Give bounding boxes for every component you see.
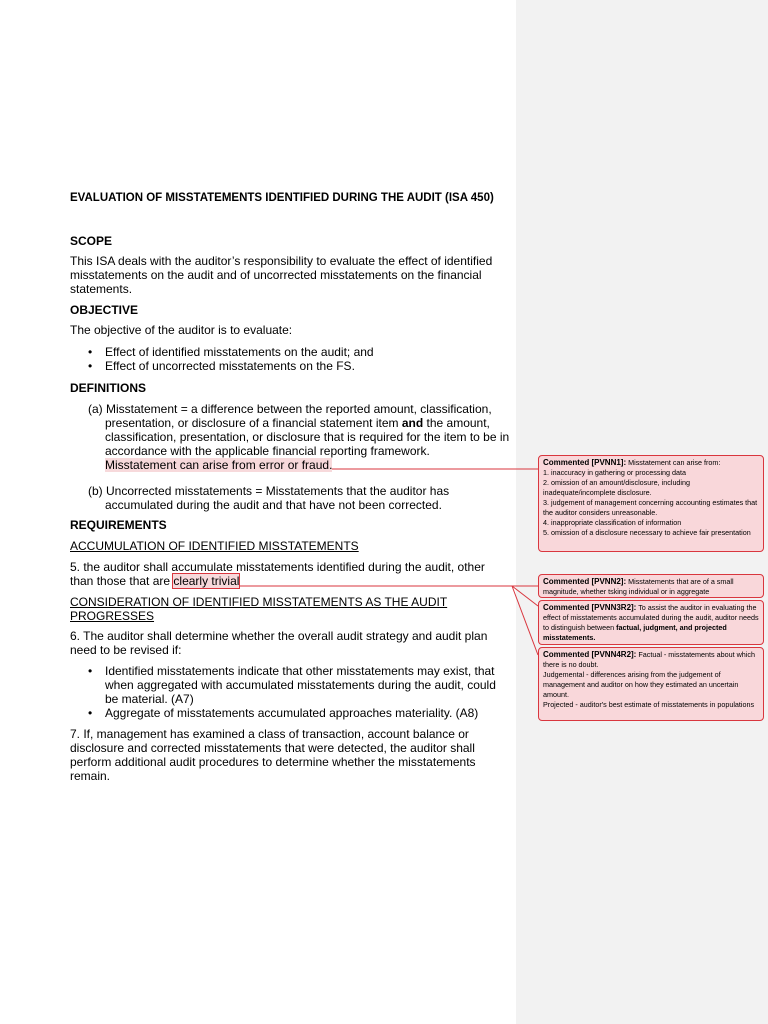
comment-title: Commented [PVNN3R2]: [543, 603, 637, 612]
comment-line: Judgemental - differences arising from the judgement of management and auditor on how they estimated an uncertain amount. [543, 670, 739, 699]
requirement-7: 7. If, management has examined a class of transaction, account balance or disclosure and corrected misstatements that were detected, the auditor shall perform additional audit procedures to determine whether the misstatements remain. [70, 727, 476, 783]
list-item: • Effect of uncorrected misstatements on the FS. [70, 359, 508, 373]
scope-text: This ISA deals with the auditor’s responsibility to evaluate the effect of identified misstatements on the audit and of uncorrected misstatements on the financial statements. [70, 254, 493, 296]
objective-list [70, 345, 508, 373]
comment-line: 3. judgement of management concerning accounting estimates that the auditor considers unreasonable. [543, 498, 758, 517]
definition-a-commented-note[interactable]: Misstatement can arise from error or fraud. [105, 458, 333, 472]
comment-pvnn3r2[interactable] [538, 600, 764, 645]
definition-a [70, 402, 510, 472]
requirements-heading: REQUIREMENTS [70, 518, 167, 532]
requirement-5-text: 5. the auditor shall accumulate misstatements identified during the audit, other than those that are [70, 560, 485, 588]
comment-lead: Misstatement can arise from: [626, 458, 721, 467]
comment-title: Commented [PVNN4R2]: [543, 650, 637, 659]
definition-a-text-rest: the amount, classification, presentation, or disclosure that is required for the item to be in accordance with the applicable financial reporting framework. [105, 416, 510, 458]
accumulation-heading: ACCUMULATION OF IDENTIFIED MISSTATEMENTS [70, 539, 359, 553]
comment-lead: Factual - misstatements about which there is no doubt. [543, 650, 755, 669]
comment-pvnn4r2[interactable] [538, 647, 764, 721]
comment-title: Commented [PVNN2]: [543, 577, 627, 586]
comment-line: 5. omission of a disclosure necessary to achieve fair presentation [543, 528, 751, 537]
definition-a-text: (a) Misstatement = a difference between the reported amount, classification, presentation, or disclosure of a financial statement item [88, 402, 492, 430]
list-item: • Effect of identified misstatements on the audit; and [70, 345, 508, 359]
comment-bold-text: factual, judgment, and projected misstatements. [543, 623, 727, 642]
clearly-trivial-highlight[interactable]: clearly trivial [173, 574, 240, 588]
comment-title: Commented [PVNN1]: [543, 458, 627, 467]
list-item: • Identified misstatements indicate that other misstatements may exist, that when aggregated with accumulated misstatements during the audit, could be material. (A7) [70, 664, 508, 706]
comment-line: 1. inaccuracy in gathering or processing data [543, 468, 687, 477]
requirement-5 [70, 560, 508, 588]
comment-pvnn2[interactable] [538, 574, 764, 598]
comment-line: 4. inappropriate classification of information [543, 518, 682, 527]
comment-lead: To assist the auditor in evaluating the effect of misstatements accumulated during the audit, auditor needs to distinguish between [543, 603, 759, 632]
comment-lead: Misstatements that are of a small magnitude, whether tsking individual or in aggregate [543, 577, 734, 596]
requirement-6: 6. The auditor shall determine whether the overall audit strategy and audit plan need to be revised if: [70, 629, 488, 657]
consideration-heading: CONSIDERATION OF IDENTIFIED MISSTATEMENTS AS THE AUDIT PROGRESSES [70, 595, 448, 623]
definition-b: (b) Uncorrected misstatements = Misstatements that the auditor has accumulated during the audit and that have not been corrected. [88, 484, 450, 512]
definition-a-bold: and [401, 416, 424, 430]
definitions-heading: DEFINITIONS [70, 381, 147, 395]
document-title: EVALUATION OF MISSTATEMENTS IDENTIFIED DURING THE AUDIT (ISA 450) [70, 192, 494, 204]
comment-pvnn1[interactable] [538, 455, 764, 552]
comment-line: Projected - auditor's best estimate of misstatements in populations [543, 700, 755, 709]
comment-line: 2. omission of an amount/disclosure, including inadequate/incomplete disclosure. [543, 478, 691, 497]
scope-heading: SCOPE [70, 234, 113, 248]
requirement-6-list [70, 664, 508, 720]
objective-heading: OBJECTIVE [70, 303, 139, 317]
objective-text: The objective of the auditor is to evaluate: [70, 323, 293, 337]
list-item: • Aggregate of misstatements accumulated approaches materiality. (A8) [70, 706, 508, 720]
